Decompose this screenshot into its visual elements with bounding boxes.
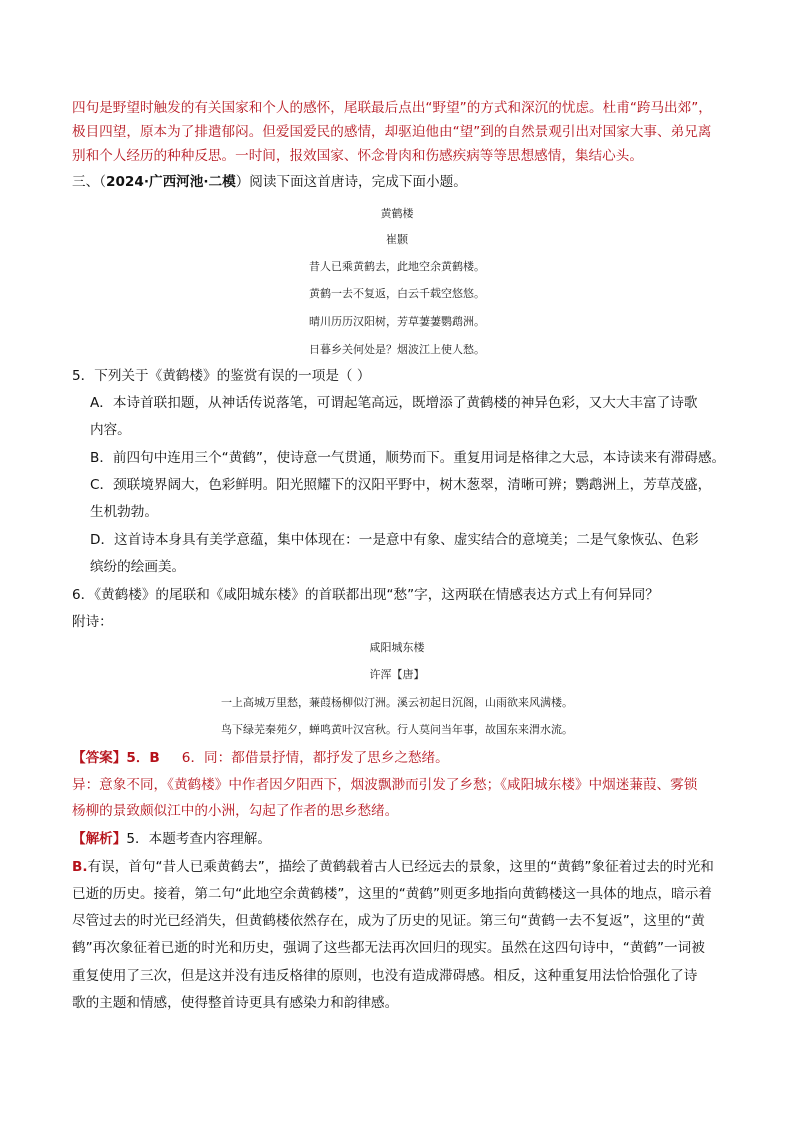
analysis-b-prefix: B. — [72, 859, 88, 875]
q5-option-d-cont: 缤纷的绘画美。 — [90, 559, 186, 575]
analysis-line: 尽管过去的时光已经消失，但黄鹤楼依然存在，成为了历史的见证。第三句“黄鹤一去不复返”，这里的“黄 — [72, 913, 705, 929]
analysis-label: 【解析】 — [72, 831, 127, 847]
analysis-text: 有误，首句“昔人已乘黄鹤去”，描绘了黄鹤载着古人已经远去的景象，这里的“黄鹤”象征着过去的时光和 — [87, 859, 714, 875]
answer-diff-2: 杨柳的景致颇似江中的小洲，勾起了作者的思乡愁绪。 — [72, 803, 399, 819]
q5-option-c-cont: 生机勃勃。 — [90, 504, 158, 520]
q6-stem: 6．《黄鹤楼》的尾联和《咸阳城东楼》的首联都出现“愁”字，这两联在情感表达方式上有何异同？ — [72, 587, 659, 603]
q5-option-b: B．前四句中连用三个“黄鹤”，使诗意一气贯通，顺势而下。重复用词是格律之大忌，本诗读来有滞碍感。 — [90, 450, 726, 466]
analysis-line: 鹤”再次象征着已逝的时光和历史，强调了这些都无法再次回归的现实。虽然在这四句诗中，“黄鹤”一词被 — [72, 940, 705, 956]
poem1-line: 黄鹤一去不复返，白云千载空悠悠。 — [309, 287, 485, 300]
q5-option-d: D．这首诗本身具有美学意蕴，集中体现在：一是意中有象、虚实结合的意境美；二是气象恢弘、色彩 — [90, 532, 699, 548]
section-prefix: 三、（ — [72, 174, 106, 190]
poem1-line: 日暮乡关何处是？烟波江上使人愁。 — [309, 343, 485, 356]
q5-option-c: C．颈联境界阔大，色彩鲜明。阳光照耀下的汉阳平野中，树木葱翠，清晰可辨；鹦鹉洲上，芳草茂盛， — [90, 477, 712, 493]
q5-option-a-cont: 内容。 — [90, 422, 131, 438]
analysis-line: 重复使用了三次，但是这并没有违反格律的原则，也没有造成滞碍感。相反，这种重复用法恰恰强化了诗 — [72, 968, 698, 984]
analysis-line-1 — [72, 857, 714, 877]
poem1-title: 黄鹤楼 — [380, 207, 414, 220]
section-source: 2024·广西河池·二模 — [105, 174, 236, 190]
poem1-author: 崔颢 — [386, 233, 408, 246]
intro-line-3: 别和个人经历的种种反思。一时间，报效国家、怀念骨肉和伤感疾病等等思想感情，集结心头。 — [72, 148, 643, 164]
analysis-head-text: 5．本题考查内容理解。 — [126, 831, 271, 847]
q5-option-a: A．本诗首联扣题，从神话传说落笔，可谓起笔高远，既增添了黄鹤楼的神异色彩，又大大丰富了诗歌 — [90, 395, 698, 411]
poem1-line: 昔人已乘黄鹤去，此地空余黄鹤楼。 — [309, 260, 485, 273]
analysis-line: 歌的主题和情感，使得整首诗更具有感染力和韵律感。 — [72, 995, 399, 1011]
analysis-line: 已逝的历史。接着，第二句“此地空余黄鹤楼”，这里的“黄鹤”则更多地指向黄鹤楼这一具体的地点，暗示着 — [72, 886, 712, 902]
analysis-head — [72, 829, 271, 849]
q5-stem: 5．下列关于《黄鹤楼》的鉴赏有误的一项是（ ） — [72, 368, 371, 384]
poem2-title: 咸阳城东楼 — [369, 641, 425, 654]
answer-line — [72, 748, 449, 768]
poem2-line: 鸟下绿芜秦苑夕，蝉鸣黄叶汉宫秋。行人莫问当年事，故国东来渭水流。 — [221, 723, 573, 736]
answer-diff-1: 异：意象不同，《黄鹤楼》中作者因夕阳西下，烟波飘渺而引发了乡愁；《咸阳城东楼》中烟迷蒹葭、雾锁 — [72, 777, 698, 793]
intro-line-2: 极目四望，原本为了排遣郁闷。但爱国爱民的感情，却驱迫他由“望”到的自然景观引出对国家大事、弟兄离 — [72, 124, 712, 140]
answer-q6: 6．同：都借景抒情，都抒发了思乡之愁绪。 — [181, 750, 449, 766]
section-heading — [72, 172, 467, 192]
q6-attach: 附诗： — [72, 614, 113, 630]
poem2-author: 许浑【唐】 — [369, 668, 425, 681]
poem2-line: 一上高城万里愁，蒹葭杨柳似汀洲。溪云初起日沉阁，山雨欲来风满楼。 — [221, 696, 573, 709]
intro-line-1: 四句是野望时触发的有关国家和个人的感怀，尾联最后点出“野望”的方式和深沉的忧虑。杜甫“跨马出郊”， — [72, 100, 712, 116]
answer-label: 【答案】5．B — [72, 750, 160, 766]
section-suffix: ）阅读下面这首唐诗，完成下面小题。 — [235, 174, 467, 190]
poem1-line: 晴川历历汉阳树，芳草萋萋鹦鹉洲。 — [309, 315, 485, 328]
